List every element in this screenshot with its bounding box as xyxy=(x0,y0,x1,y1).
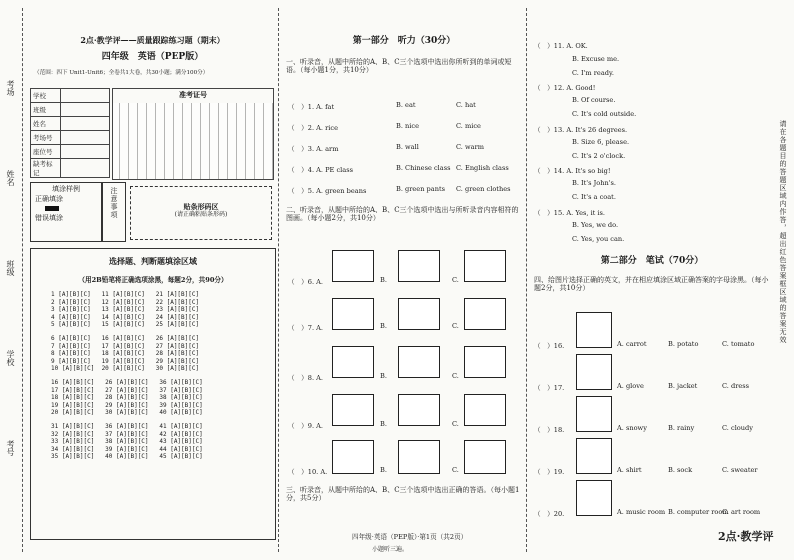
side-label: 考号 xyxy=(6,440,15,456)
q15-a[interactable]: （ ）15. A. Yes, it is. xyxy=(534,209,606,217)
label-room: 考场号 xyxy=(31,131,61,145)
q10-label[interactable]: （ ）10. A. xyxy=(288,468,328,476)
q18-c[interactable]: C. cloudy xyxy=(722,424,753,432)
tomato-picture xyxy=(576,312,612,348)
sheep-picture xyxy=(464,298,506,330)
name-field[interactable] xyxy=(61,117,110,131)
q4-a[interactable]: （ ）4. A. PE class xyxy=(288,166,353,174)
snow-cloud-picture xyxy=(576,396,612,432)
q16-b[interactable]: B. potato xyxy=(668,340,699,348)
answer-row[interactable]: 34 [A][B][C] 39 [A][B][C] 44 [A][B][C] xyxy=(51,445,203,453)
section4-instruction: 四、给图片选择正确的英文，并在相应填涂区域正确答案的字母涂黑。（每小题2分，共10分） xyxy=(534,276,769,293)
answer-row[interactable]: 9 [A][B][C] 19 [A][B][C] 29 [A][B][C] xyxy=(51,357,200,365)
section2-instruction: 二、听录音，从题中所给的A、B、C三个选项中选出与所听录音内容相符的图画。（每小题2分，共10分） xyxy=(286,206,519,223)
answer-area-title: 选择题、判断题填涂区域 xyxy=(109,256,197,266)
fill-correct-label: 正确填涂 xyxy=(35,195,63,204)
computer-room-picture xyxy=(576,480,612,516)
filled-mark-icon xyxy=(45,206,59,211)
q6-label[interactable]: （ ）6. A. xyxy=(288,278,324,286)
q20-a[interactable]: A. music room xyxy=(617,508,666,516)
timetable-c-picture xyxy=(464,440,506,474)
answer-row[interactable]: 7 [A][B][C] 17 [A][B][C] 27 [A][B][C] xyxy=(51,342,200,350)
brand-logo: 2点·教学评 xyxy=(718,530,774,543)
barcode-title: 贴条形码区 xyxy=(183,202,219,211)
q13-a[interactable]: （ ）13. A. It's 26 degrees. xyxy=(534,126,628,134)
q19-b[interactable]: B. sock xyxy=(668,466,693,474)
q2-a[interactable]: （ ）2. A. rice xyxy=(288,124,338,132)
q5-c[interactable]: C. green clothes xyxy=(456,185,511,193)
q17-c[interactable]: C. dress xyxy=(722,382,750,390)
label-class: 班级 xyxy=(31,103,61,117)
side-label: 班级 xyxy=(6,260,15,276)
option-b: B. xyxy=(380,466,387,474)
bag-picture xyxy=(398,394,440,426)
q17-a[interactable]: A. glove xyxy=(617,382,644,390)
answer-row[interactable]: 6 [A][B][C] 16 [A][B][C] 26 [A][B][C] xyxy=(51,334,200,342)
q18-a[interactable]: A. snowy xyxy=(617,424,647,432)
answer-row[interactable]: 31 [A][B][C] 36 [A][B][C] 41 [A][B][C] xyxy=(51,422,203,430)
q19-a[interactable]: A. shirt xyxy=(617,466,642,474)
q18-label[interactable]: （ ）18. xyxy=(534,426,565,434)
grade-subject: 四年级 英语（PEP版） xyxy=(101,52,204,62)
notice-title: 注意事项 xyxy=(110,187,118,219)
q4-b[interactable]: B. Chinese class xyxy=(396,164,451,172)
scene-c-picture xyxy=(464,346,506,378)
school-field[interactable] xyxy=(61,89,110,103)
q2-c[interactable]: C. mice xyxy=(456,122,481,130)
q17-label[interactable]: （ ）17. xyxy=(534,384,565,392)
barcode-area xyxy=(130,186,272,240)
part2-title: 第二部分 笔试（70分） xyxy=(600,256,704,266)
jacket-picture xyxy=(576,354,612,390)
label-school: 学校 xyxy=(31,89,61,103)
hen-picture xyxy=(398,298,440,330)
absent-mark[interactable] xyxy=(61,159,110,178)
exam-number-label: 准考证号 xyxy=(179,90,207,99)
coat-picture xyxy=(464,250,506,282)
fill-example-title: 填涂样例 xyxy=(52,185,80,193)
option-b: B. xyxy=(380,322,387,330)
q1-b[interactable]: B. eat xyxy=(396,101,416,109)
option-c: C. xyxy=(452,322,459,330)
student-info-table xyxy=(30,88,110,178)
q12-a[interactable]: （ ）12. A. Good! xyxy=(534,84,596,92)
q4-c[interactable]: C. English class xyxy=(456,164,509,172)
q16-a[interactable]: A. carrot xyxy=(617,340,647,348)
answer-area-instruction: （用2B铅笔将正确选项涂黑，每题2分，共90分） xyxy=(78,275,228,284)
answer-row[interactable]: 2 [A][B][C] 12 [A][B][C] 22 [A][B][C] xyxy=(51,298,200,306)
room-field[interactable] xyxy=(61,131,110,145)
answer-row[interactable]: 10 [A][B][C] 20 [A][B][C] 30 [A][B][C] xyxy=(51,365,200,373)
right-margin-note: 请在各题目的答题区域内作答，超出红色答案框区域的答案无效 xyxy=(779,120,787,344)
answer-fill-area xyxy=(30,248,276,540)
timetable-b-picture xyxy=(398,440,440,474)
part1-title: 第一部分 听力（30分） xyxy=(352,36,456,46)
timetable-a-picture xyxy=(332,440,374,474)
q1-c[interactable]: C. hat xyxy=(456,101,476,109)
q3-a[interactable]: （ ）3. A. arm xyxy=(288,145,339,153)
q9-label[interactable]: （ ）9. A. xyxy=(288,422,324,430)
q20-b[interactable]: B. computer room xyxy=(668,508,729,516)
answer-row[interactable]: 5 [A][B][C] 15 [A][B][C] 25 [A][B][C] xyxy=(51,321,200,329)
scope-note: （范围：四下 Unit1-Unit6；全卷共1大卷，共30小题；满分100分） xyxy=(34,70,209,76)
option-b: B. xyxy=(380,276,387,284)
q12-c[interactable]: C. It's cold outside. xyxy=(572,110,637,118)
exam-number-grid[interactable] xyxy=(112,88,274,180)
seat-field[interactable] xyxy=(61,145,110,159)
side-label: 考场 xyxy=(6,80,15,96)
q11-a[interactable]: （ ）11. A. OK. xyxy=(534,42,588,50)
q7-label[interactable]: （ ）7. A. xyxy=(288,324,324,332)
dress-picture xyxy=(398,250,440,282)
column-divider xyxy=(278,8,279,552)
q14-c[interactable]: C. It's a coat. xyxy=(572,193,616,201)
binding-margin xyxy=(2,20,18,540)
q14-b[interactable]: B. It's John's. xyxy=(572,179,616,187)
skirt-picture xyxy=(332,250,374,282)
answer-row[interactable]: 35 [A][B][C] 40 [A][B][C] 45 [A][B][C] xyxy=(51,453,203,461)
footer-mid: 小题听三遍。 xyxy=(372,546,409,553)
q5-b[interactable]: B. green pants xyxy=(396,185,445,193)
option-b: B. xyxy=(380,420,387,428)
q19-label[interactable]: （ ）19. xyxy=(534,468,565,476)
q2-b[interactable]: B. nice xyxy=(396,122,419,130)
q13-b[interactable]: B. Size 6, please. xyxy=(572,138,630,146)
series-title: 2点·教学评——质量跟踪练习题（期末） xyxy=(80,35,225,45)
answer-row[interactable]: 16 [A][B][C] 26 [A][B][C] 36 [A][B][C] xyxy=(51,378,203,386)
answer-row[interactable]: 17 [A][B][C] 27 [A][B][C] 37 [A][B][C] xyxy=(51,386,203,394)
scene-a-picture xyxy=(332,346,374,378)
label-seat: 座位号 xyxy=(31,145,61,159)
side-label: 姓名 xyxy=(6,170,15,186)
fill-wrong-label: 错误填涂 xyxy=(35,213,63,222)
sunglasses-picture xyxy=(332,394,374,426)
q20-c[interactable]: C. art room xyxy=(722,508,761,516)
q5-a[interactable]: （ ）5. A. green beans xyxy=(288,187,367,195)
q15-b[interactable]: B. Yes, we do. xyxy=(572,221,619,229)
answer-row[interactable]: 20 [A][B][C] 30 [A][B][C] 40 [A][B][C] xyxy=(51,409,203,417)
option-c: C. xyxy=(452,466,459,474)
q19-c[interactable]: C. sweater xyxy=(722,466,758,474)
shirt-picture xyxy=(576,438,612,474)
option-b: B. xyxy=(380,372,387,380)
answer-row[interactable]: 3 [A][B][C] 13 [A][B][C] 23 [A][B][C] xyxy=(51,306,200,314)
q11-b[interactable]: B. Excuse me. xyxy=(572,55,620,63)
q17-b[interactable]: B. jacket xyxy=(668,382,698,390)
q16-c[interactable]: C. tomato xyxy=(722,340,755,348)
q18-b[interactable]: B. rainy xyxy=(668,424,695,432)
label-name: 姓名 xyxy=(31,117,61,131)
q3-b[interactable]: B. wall xyxy=(396,143,419,151)
q8-label[interactable]: （ ）8. A. xyxy=(288,374,324,382)
q11-c[interactable]: C. I'm ready. xyxy=(572,69,614,77)
q14-a[interactable]: （ ）14. A. It's so big! xyxy=(534,167,611,175)
answer-row[interactable]: 8 [A][B][C] 18 [A][B][C] 28 [A][B][C] xyxy=(51,350,200,358)
page-footer: 四年级·英语（PEP版）·第1页（共2页） xyxy=(352,533,468,541)
notice-box xyxy=(102,182,126,242)
section3-instruction: 三、听录音，从题中所给的A、B、C三个选项中选出正确的答语。（每小题1分，共5分） xyxy=(286,486,520,503)
answer-row[interactable]: 19 [A][B][C] 29 [A][B][C] 39 [A][B][C] xyxy=(51,401,203,409)
q12-b[interactable]: B. Of course. xyxy=(572,96,616,104)
q15-c[interactable]: C. Yes, you can. xyxy=(572,235,625,243)
option-c: C. xyxy=(452,420,459,428)
answer-bubbles[interactable] xyxy=(51,291,203,461)
option-c: C. xyxy=(452,372,459,380)
sock-picture xyxy=(464,394,506,426)
label-absent: 缺考标记 xyxy=(31,159,61,178)
q20-label[interactable]: （ ）20. xyxy=(534,510,565,518)
answer-row[interactable]: 33 [A][B][C] 38 [A][B][C] 43 [A][B][C] xyxy=(51,438,203,446)
answer-row[interactable]: 1 [A][B][C] 11 [A][B][C] 21 [A][B][C] xyxy=(51,291,200,298)
answer-row[interactable]: 18 [A][B][C] 28 [A][B][C] 38 [A][B][C] xyxy=(51,394,203,402)
section1-instruction: 一、听录音，从题中所给的A、B、C三个选项中选出你所听到的单词或短语。（每小题1分，共10分） xyxy=(286,58,512,75)
cow-picture xyxy=(332,298,374,330)
class-field[interactable] xyxy=(61,103,110,117)
scene-b-picture xyxy=(398,346,440,378)
q3-c[interactable]: C. warm xyxy=(456,143,484,151)
side-label: 学校 xyxy=(6,350,15,366)
q13-c[interactable]: C. It's 2 o'clock. xyxy=(572,152,626,160)
column-divider xyxy=(526,8,527,552)
answer-row[interactable]: 4 [A][B][C] 14 [A][B][C] 24 [A][B][C] xyxy=(51,313,200,321)
q16-label[interactable]: （ ）16. xyxy=(534,342,565,350)
q1-a[interactable]: （ ）1. A. fat xyxy=(288,103,335,111)
option-c: C. xyxy=(452,276,459,284)
binding-line xyxy=(22,8,23,552)
barcode-note: (请正确粘贴条形码) xyxy=(174,211,228,219)
fill-example-box xyxy=(30,182,102,242)
answer-row[interactable]: 32 [A][B][C] 37 [A][B][C] 42 [A][B][C] xyxy=(51,430,203,438)
